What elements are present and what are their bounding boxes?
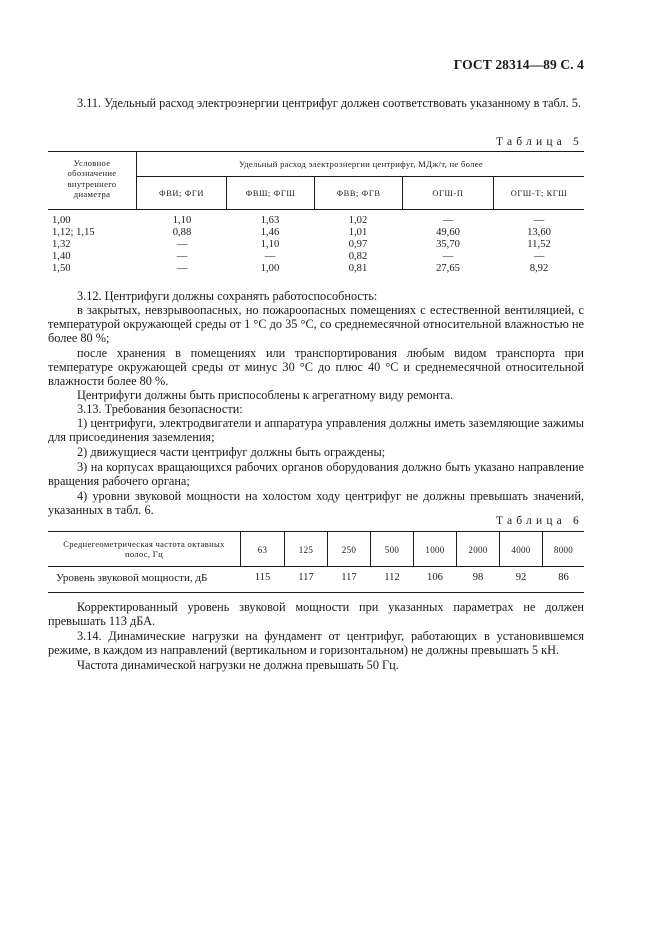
clause-3-14: 3.14. Динамические нагрузки на фундамент от центрифуг, работающих в установившемся режиме, в каждом из направлений (вертикальном и горизонтальном) не должны превышать 5 кН. bbox=[48, 629, 584, 658]
table5-cell: 49,60 bbox=[436, 227, 460, 238]
clause-3-12: 3.12. Центрифуги должны сохранять работоспособность: bbox=[77, 289, 378, 303]
table5-top-rule bbox=[48, 151, 584, 152]
table6-value: 115 bbox=[254, 572, 271, 583]
clause-3-12-storage: после хранения в помещениях или транспортирования любым видом транспорта при температуре окружающей среды от минус 30 °С до плюс 40 °С и среднемесячной относительной влажности более 80 %. bbox=[48, 346, 584, 389]
table5-subheader: ФВШ; ФГШ bbox=[245, 189, 296, 198]
table6-value: 117 bbox=[298, 572, 314, 583]
table6-freq-header: Среднегеометрическая частота октавных полос, Гц bbox=[63, 539, 225, 560]
table5-cell: 0,88 bbox=[172, 227, 192, 238]
clause-3-13-item: 3) на корпусах вращающихся рабочих органов оборудования должно быть указано направление вращения рабочего органа; bbox=[48, 460, 584, 489]
table5-cell: — bbox=[442, 251, 454, 262]
table5-cell: 13,60 bbox=[527, 227, 551, 238]
table5-cell: — bbox=[176, 263, 188, 274]
table5-cell: 1,01 bbox=[348, 227, 368, 238]
table5-cell: — bbox=[176, 251, 188, 262]
table5-cell: — bbox=[176, 239, 188, 250]
table5-diameter: 1,32 bbox=[52, 239, 71, 250]
table5-cell: 0,82 bbox=[348, 251, 368, 262]
table6-freq: 4000 bbox=[511, 545, 531, 555]
table6-row-label: Уровень звуковой мощности, дБ bbox=[56, 572, 208, 584]
clause-3-13-title: 3.13. Требования безопасности: bbox=[77, 402, 243, 416]
clause-3-12-repair: Центрифуги должны быть приспособлены к агрегатному виду ремонта. bbox=[77, 388, 454, 402]
page-header: ГОСТ 28314—89 С. 4 bbox=[453, 57, 584, 72]
table5-cell: 0,97 bbox=[348, 239, 368, 250]
table5-vline bbox=[136, 151, 137, 209]
clause-3-12-closed-premises: в закрытых, невзрывоопасных, но пожароопасных помещениях с естественной вентиляцией, с температурой окружающей среды от 1 °С до 35 °С, со среднемесячной относительной влажностью не более 80 %; bbox=[48, 303, 584, 346]
table5-cell: — bbox=[533, 251, 545, 262]
table6-freq: 125 bbox=[298, 545, 314, 555]
table6-freq: 500 bbox=[384, 545, 400, 555]
table5-caption: Таблица 5 bbox=[496, 136, 583, 148]
clause-3-11: 3.11. Удельный расход электроэнергии центрифуг должен соответствовать указанному в табл. 5. bbox=[77, 96, 581, 110]
table5-diameter: 1,40 bbox=[52, 251, 71, 262]
table6-top-rule bbox=[48, 531, 584, 532]
table5-cell: — bbox=[264, 251, 276, 262]
table5-cell: 0,81 bbox=[348, 263, 368, 274]
clause-3-13-item: 2) движущиеся части центрифуг должны быть ограждены; bbox=[77, 445, 386, 459]
corrected-level-paragraph: Корректированный уровень звуковой мощности при указанных параметрах не должен превышать 113 дБА. bbox=[48, 600, 584, 629]
table5-cell: 1,02 bbox=[348, 215, 368, 226]
table5-subheader: ОГШ-П bbox=[432, 189, 464, 198]
table5-cell: 11,52 bbox=[527, 239, 551, 250]
table5-diameter: 1,12; 1,15 bbox=[52, 227, 95, 238]
table5-cell: 1,10 bbox=[260, 239, 280, 250]
table6-freq: 1000 bbox=[425, 545, 445, 555]
table6-caption: Таблица 6 bbox=[496, 515, 583, 527]
clause-3-13-item: 4) уровни звуковой мощности на холостом ходу центрифуг не должны превышать значений, указанных в табл. 6. bbox=[48, 489, 584, 518]
table5-header-rule bbox=[48, 209, 584, 210]
table5-cell: 1,10 bbox=[172, 215, 192, 226]
table5-cell: — bbox=[442, 215, 454, 226]
table5-cell: 8,92 bbox=[529, 263, 549, 274]
table6-value: 86 bbox=[558, 572, 569, 583]
table5-cell: 27,65 bbox=[436, 263, 460, 274]
table5-group-header: Удельный расход электроэнергии центрифуг, МДж/т, не более bbox=[239, 159, 483, 169]
table5-subheader: ФВВ; ФГВ bbox=[336, 189, 381, 198]
clause-3-13-item: 1) центрифуги, электродвигатели и аппаратура управления должны иметь заземляющие зажимы для присоединения заземления; bbox=[48, 416, 584, 445]
table5-cell: — bbox=[533, 215, 545, 226]
table6-freq: 250 bbox=[341, 545, 357, 555]
table5-subheader: ОГШ-Т; КГШ bbox=[510, 189, 568, 198]
table6-header-rule bbox=[48, 566, 584, 567]
table6-freq: 2000 bbox=[468, 545, 488, 555]
table6-value: 92 bbox=[515, 572, 527, 583]
table6-freq: 63 bbox=[257, 545, 268, 555]
table6-freq: 8000 bbox=[553, 545, 574, 555]
table5-cell: 1,46 bbox=[260, 227, 280, 238]
table5-cell: 1,63 bbox=[260, 215, 280, 226]
table6-value: 106 bbox=[427, 572, 443, 583]
table5-diameter: 1,50 bbox=[52, 263, 71, 274]
table6-value: 98 bbox=[472, 572, 484, 583]
table6-value: 112 bbox=[384, 572, 400, 583]
table6-bottom-rule bbox=[48, 592, 584, 593]
table5-cell: 1,00 bbox=[260, 263, 280, 274]
table5-col0-header: Условное обозначение внутреннего диаметра bbox=[67, 158, 117, 200]
table5-group-rule bbox=[136, 176, 584, 177]
table5-cell: 35,70 bbox=[436, 239, 460, 250]
table5-diameter: 1,00 bbox=[52, 215, 71, 226]
table6-value: 117 bbox=[341, 572, 357, 583]
table5-subheader: ФВИ; ФГИ bbox=[159, 189, 204, 198]
load-frequency-paragraph: Частота динамической нагрузки не должна превышать 50 Гц. bbox=[77, 658, 399, 672]
